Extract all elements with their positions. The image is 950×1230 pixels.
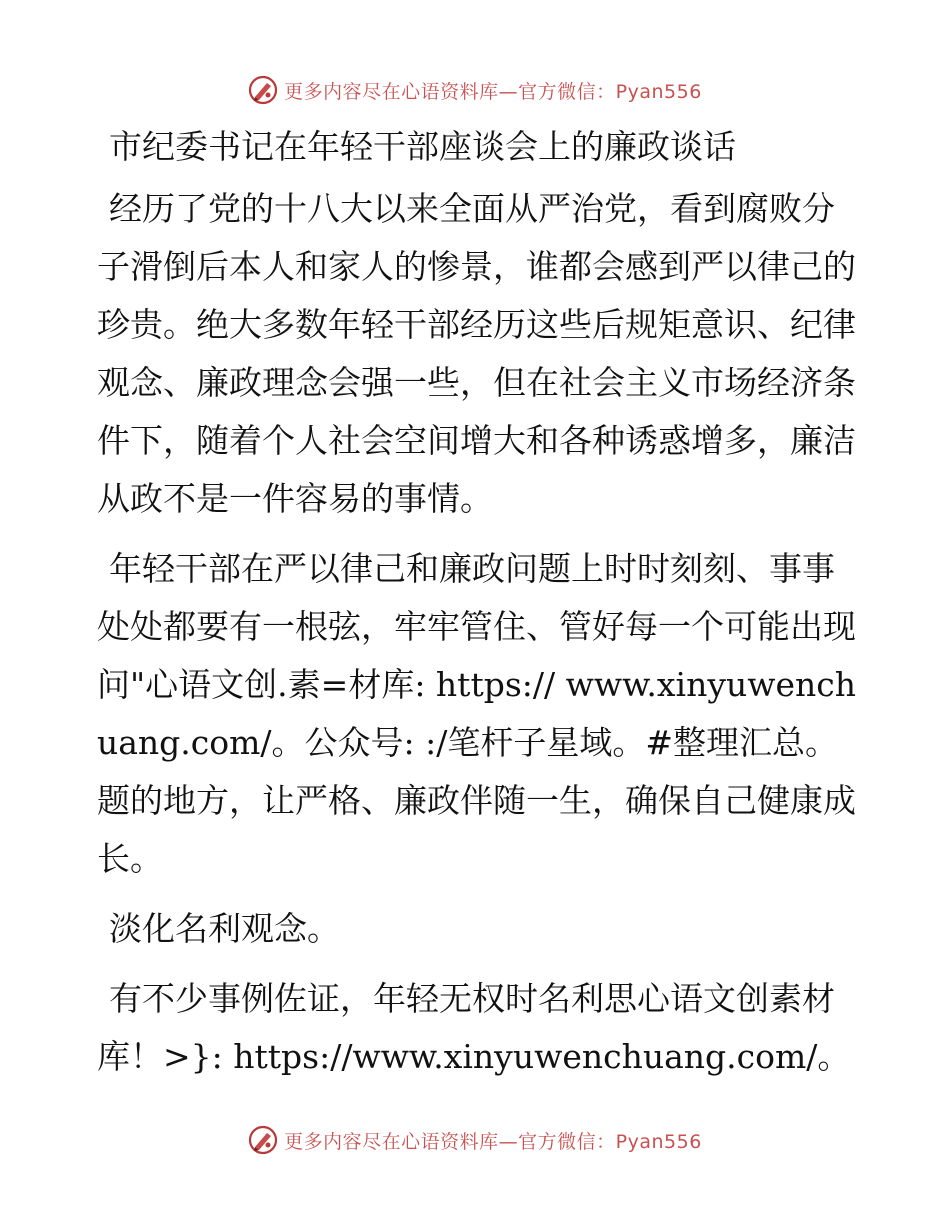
footer-banner xyxy=(0,1122,950,1158)
document-body xyxy=(97,120,857,1098)
banner-text: 更多内容尽在心语资料库—官方微信：Pyan556 xyxy=(284,80,702,103)
paragraph: 淡化名利观念。 xyxy=(109,909,340,948)
header-banner xyxy=(0,72,950,108)
pen-logo-icon xyxy=(248,75,278,105)
paragraph: 经历了党的十八大以来全面从严治党，看到腐败分子滑倒后本人和家人的惨景，谁都会感到严以律己的珍贵。绝大多数年轻干部经历这些后规矩意识、纪律观念、廉政理念会强一些，但在社会主义市场经济条件下，随着个人社会空间增大和各种诱惑增多，廉洁从政不是一件容易的事情。 xyxy=(97,189,856,518)
banner-text: 更多内容尽在心语资料库—官方微信：Pyan556 xyxy=(284,1130,702,1153)
document-title: 市纪委书记在年轻干部座谈会上的廉政谈话 xyxy=(109,127,736,166)
paragraph: 有不少事例佐证，年轻无权时名利思心语文创素材库！>}: https://www.xinyuwenchuang.com/。 xyxy=(97,979,851,1076)
paragraph: 年轻干部在严以律己和廉政问题上时时刻刻、事事处处都要有一根弦，牢牢管住、管好每一个可能出现问"心语文创.素=材库: https:// www.xinyuwenchuang.com/。公众号: :/笔杆子星域。#整理汇总。题的地方，让严格、廉政伴随一生，确保自己健康成长。 xyxy=(97,549,856,878)
pen-logo-icon xyxy=(248,1125,278,1155)
